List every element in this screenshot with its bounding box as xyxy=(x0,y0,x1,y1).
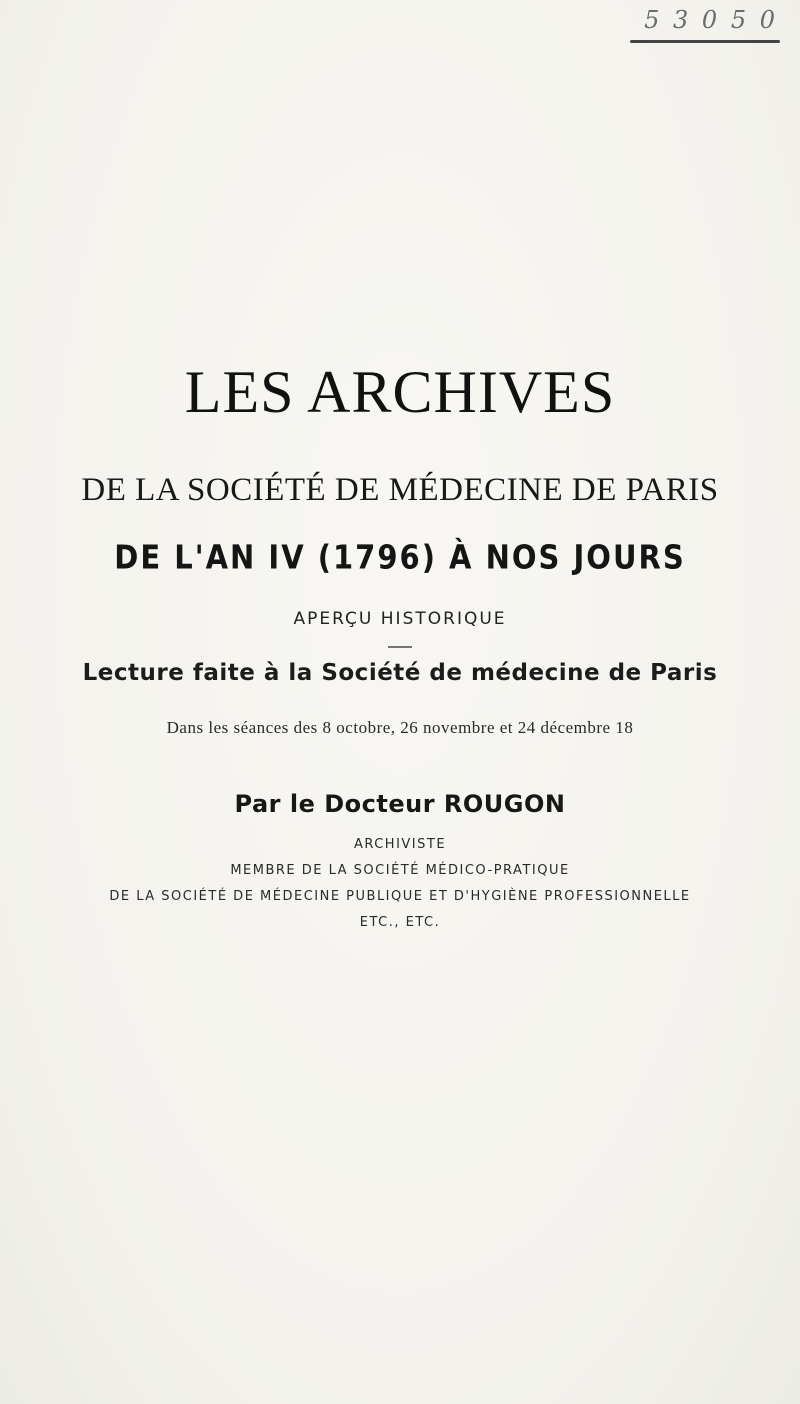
ornament-divider xyxy=(388,646,412,648)
period-line: DE L'AN IV (1796) À NOS JOURS xyxy=(114,537,686,577)
shelfmark-underline xyxy=(630,40,780,43)
author-line: Par le Docteur ROUGON xyxy=(234,790,566,818)
apercu-heading: APERÇU HISTORIQUE xyxy=(293,609,507,629)
author-role: DE LA SOCIÉTÉ DE MÉDECINE PUBLIQUE ET D'HYGIÈNE PROFESSIONNELLE xyxy=(109,889,691,904)
author-role: ETC., ETC. xyxy=(359,915,441,930)
lecture-line: Lecture faite à la Société de médecine de Paris xyxy=(82,660,718,686)
seances-line: Dans les séances des 8 octobre, 26 novembre et 24 décembre 18 xyxy=(166,718,634,737)
handwritten-shelfmark: 5 3 0 5 0 xyxy=(644,6,778,34)
author-role: MEMBRE DE LA SOCIÉTÉ MÉDICO-PRATIQUE xyxy=(230,863,570,878)
author-role: ARCHIVISTE xyxy=(353,837,447,852)
main-title: LES ARCHIVES xyxy=(184,359,616,425)
subtitle: DE LA SOCIÉTÉ DE MÉDECINE DE PARIS xyxy=(81,472,719,508)
